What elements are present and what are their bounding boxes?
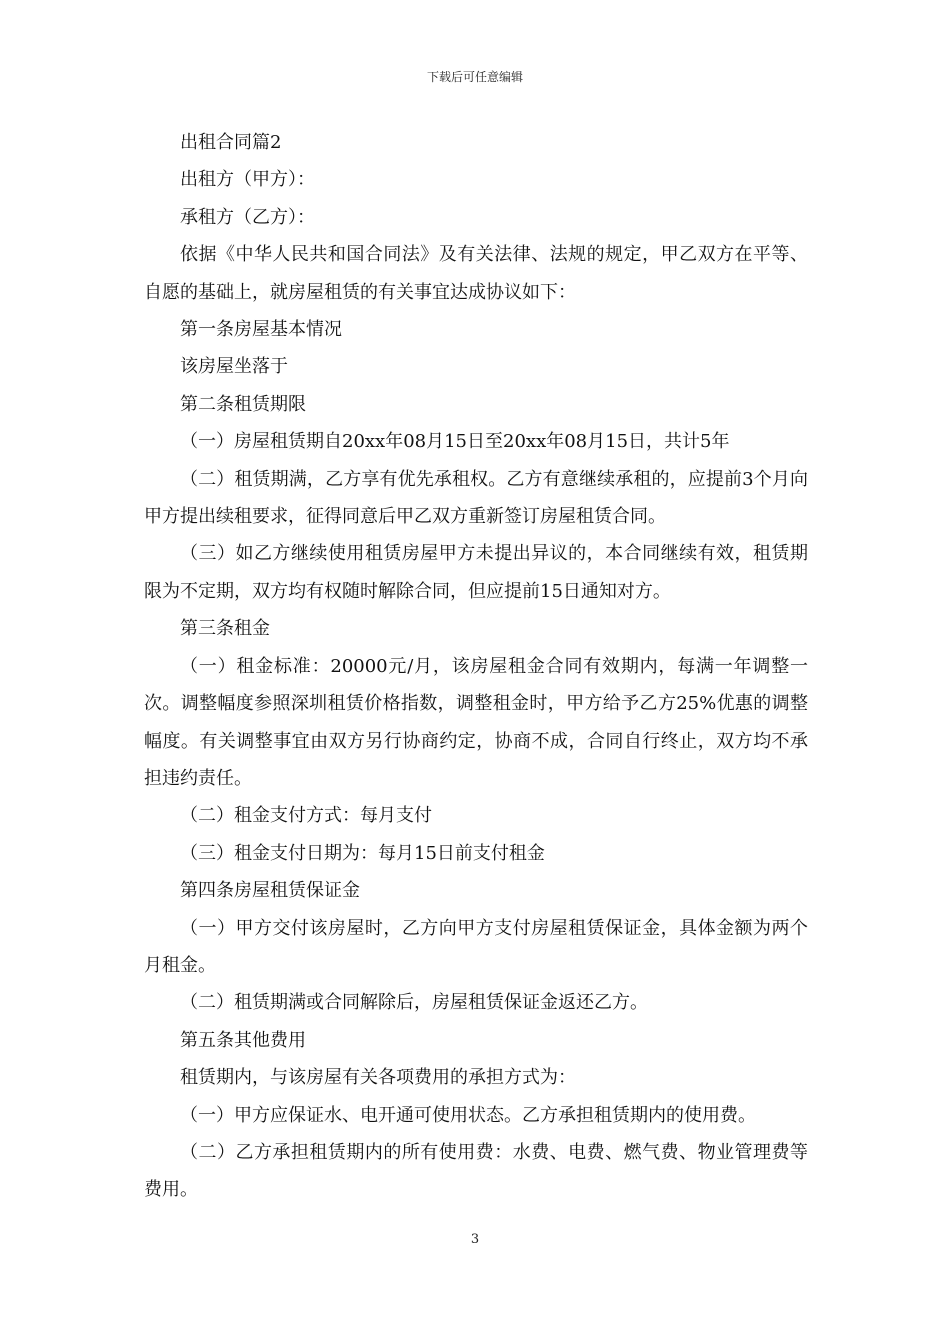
clause-paragraph: （二）租金支付方式：每月支付 xyxy=(180,805,432,827)
clause-paragraph: （三）租金支付日期为：每月15日前支付租金 xyxy=(180,842,545,864)
lessee-line: 承租方（乙方）： xyxy=(180,206,315,228)
preamble-paragraph: 依据《中华人民共和国合同法》及有关法律、法规的规定，甲乙双方在平等、自愿的基础上，就房屋租赁的有关事宜达成协议如下： xyxy=(144,244,808,303)
article-heading: 第一条房屋基本情况 xyxy=(180,319,342,341)
clause-paragraph: （二）租赁期满，乙方享有优先承租权。乙方有意继续承租的，应提前3个月向甲方提出续租要求，征得同意后甲乙双方重新签订房屋租赁合同。 xyxy=(144,468,808,528)
clause-paragraph: （一）房屋租赁期自20xx年08月15日至20xx年08月15日，共计5年 xyxy=(180,431,730,453)
document-title: 出租合同篇2 xyxy=(180,132,282,153)
clause-paragraph: （一）甲方交付该房屋时，乙方向甲方支付房屋租赁保证金，具体金额为两个月租金。 xyxy=(144,917,808,976)
property-location: 该房屋坐落于 xyxy=(180,356,288,378)
clause-paragraph: （一）甲方应保证水、电开通可使用状态。乙方承担租赁期内的使用费。 xyxy=(180,1104,756,1126)
clause-paragraph: （一）租金标准：20000元/月，该房屋租金合同有效期内，每满一年调整一次。调整幅度参照深圳租赁价格指数，调整租金时，甲方给予乙方25%优惠的调整幅度。有关调整事宜由双方另行协商约定，协商不成，合同自行终止，双方均不承担违约责任。 xyxy=(144,655,808,789)
article-heading: 第二条租赁期限 xyxy=(180,393,306,415)
document-body xyxy=(144,124,808,1209)
article-heading: 第四条房屋租赁保证金 xyxy=(180,880,360,902)
article-heading: 第三条租金 xyxy=(180,618,270,640)
clause-paragraph: 租赁期内，与该房屋有关各项费用的承担方式为： xyxy=(180,1067,576,1089)
clause-paragraph: （二）租赁期满或合同解除后，房屋租赁保证金返还乙方。 xyxy=(180,992,648,1014)
page-header-note: 下载后可任意编辑 xyxy=(426,70,523,84)
lessor-line: 出租方（甲方）： xyxy=(180,169,315,191)
article-heading: 第五条其他费用 xyxy=(180,1029,306,1051)
clause-paragraph: （三）如乙方继续使用租赁房屋甲方未提出异议的，本合同继续有效，租赁期限为不定期，双方均有权随时解除合同，但应提前15日通知对方。 xyxy=(144,543,808,602)
page-number: 3 xyxy=(470,1232,480,1247)
clause-paragraph: （二）乙方承担租赁期内的所有使用费：水费、电费、燃气费、物业管理费等费用。 xyxy=(144,1141,808,1201)
